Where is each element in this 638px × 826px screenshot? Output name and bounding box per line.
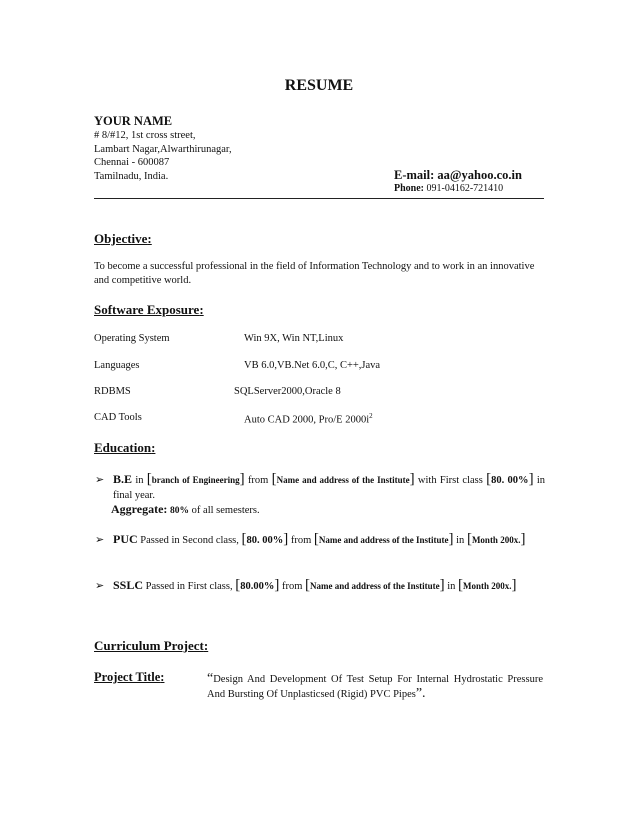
phone-number: 091-04162-721410	[426, 183, 504, 194]
address-line: Tamilnadu, India.	[94, 171, 169, 182]
software-label: CAD Tools	[94, 412, 142, 423]
software-value: VB 6.0,VB.Net 6.0,C, C++,Java	[244, 360, 381, 371]
software-value: SQLServer2000,Oracle 8	[234, 386, 341, 397]
project-title-text: “Design And Development Of Test Setup For Internal Hydrostatic Pressure And Bursting Of Unplasticsed (Rigid) PVC Pipes”.	[207, 671, 543, 701]
bullet-arrow-icon: ➢	[95, 474, 105, 486]
address-line: Lambart Nagar,Alwarthirunagar,	[94, 144, 232, 155]
bullet-arrow-icon: ➢	[95, 580, 105, 592]
email: E-mail: aa@yahoo.co.in	[394, 168, 522, 182]
software-label: Operating System	[94, 333, 170, 344]
software-label: RDBMS	[94, 386, 131, 397]
software-heading: Software Exposure:	[94, 302, 204, 317]
curriculum-heading: Curriculum Project:	[94, 638, 209, 653]
objective-text: To become a successful professional in the field of Information Technology and to work in an innovative and competitive world.	[94, 261, 535, 286]
objective-heading: Objective:	[94, 231, 152, 246]
phone-label: Phone:	[394, 183, 424, 194]
header-divider	[94, 198, 544, 199]
bullet-arrow-icon: ➢	[95, 534, 105, 546]
software-value: Auto CAD 2000, Pro/E $2000i^2$	[244, 412, 373, 426]
phone	[394, 183, 503, 194]
resume-title: RESUME	[284, 77, 354, 94]
address-line: Chennai - 600087	[94, 157, 170, 168]
address-line: # 8/#12, 1st cross street,	[94, 130, 196, 141]
project-title-label: Project Title:	[94, 670, 165, 684]
applicant-name: YOUR NAME	[94, 114, 173, 128]
education-puc: PUC Passed in Second class, [80. 00%] from [Name and address of the Institute] in [Month 200x.]	[113, 531, 526, 547]
aggregate-line: Aggregate: 80% of all semesters.	[111, 502, 260, 516]
education-sslc: SSLC Passed in First class, [80.00%] from [Name and address of the Institute] in [Month 200x.]	[113, 577, 517, 593]
education-heading: Education:	[94, 440, 156, 455]
software-value: Win 9X, Win NT,Linux	[244, 333, 344, 344]
education-be: B.E in [branch of Engineering] from [Name and address of the Institute] with First class [80. 00%] in final year.	[113, 471, 546, 501]
software-label: Languages	[94, 360, 140, 371]
